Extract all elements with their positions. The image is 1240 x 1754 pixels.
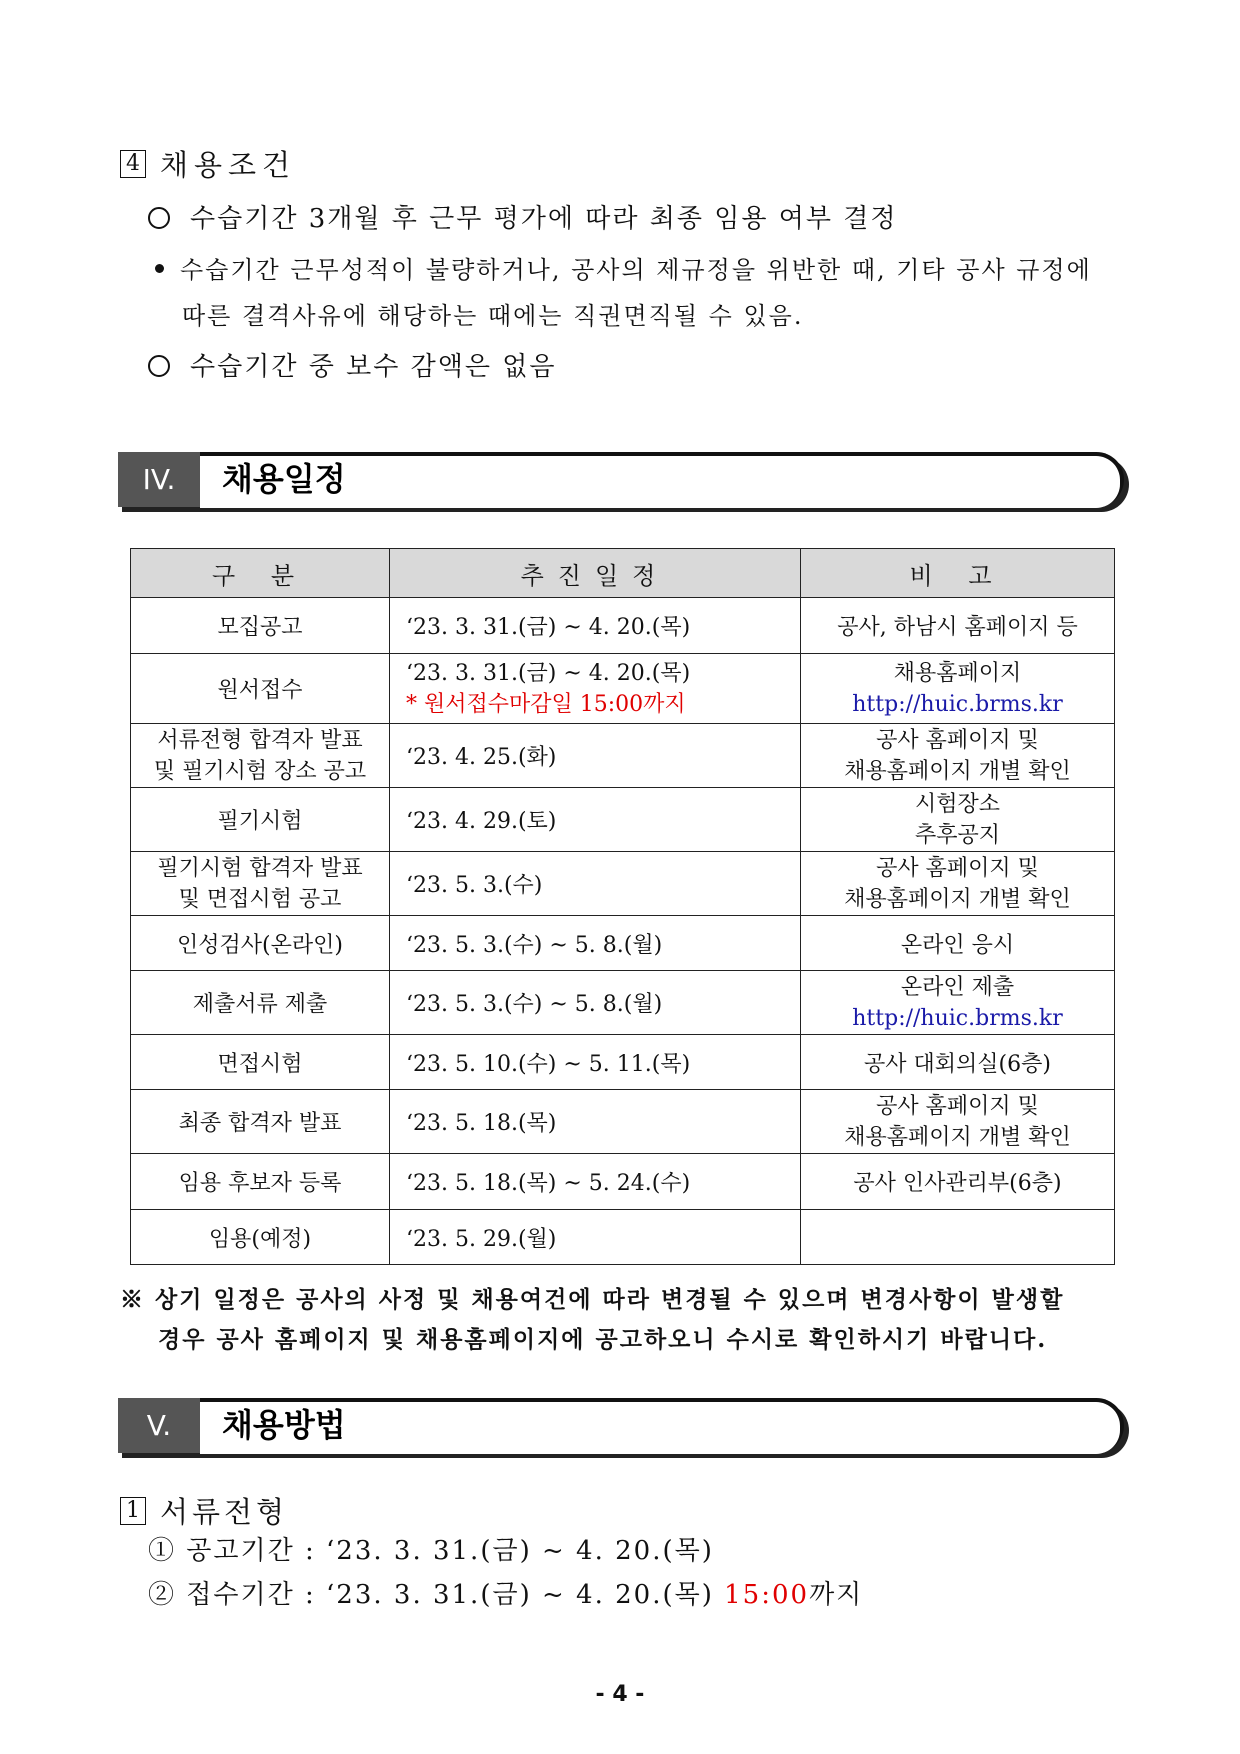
table-row <box>131 654 1115 724</box>
table-row <box>131 1154 1115 1210</box>
row-category: 원서접수 <box>131 654 390 724</box>
row-remark: 공사 대회의실(6층) <box>801 1035 1115 1090</box>
table-row <box>131 598 1115 654</box>
banner-roman-numeral: IV. <box>118 452 200 507</box>
row-category: 필기시험 합격자 발표 및 면접시험 공고 <box>131 852 390 916</box>
circle-bullet-icon <box>148 355 170 377</box>
row-remark: 공사 인사관리부(6층) <box>801 1154 1115 1210</box>
row-category: 임용 후보자 등록 <box>131 1154 390 1210</box>
section-banner-method <box>118 1398 1129 1458</box>
row-category: 서류전형 합격자 발표 및 필기시험 장소 공고 <box>131 724 390 788</box>
row-category: 인성검사(온라인) <box>131 916 390 971</box>
page-number: - 4 - <box>595 1682 645 1707</box>
header-category: 구 분 <box>131 549 390 598</box>
announcement-period: ① 공고기간 : ‘23. 3. 31.(금) ~ 4. 20.(목) <box>148 1536 714 1566</box>
row-date: ‘23. 5. 3.(수) ~ 5. 8.(월) <box>390 916 801 971</box>
section-title-text: 채용조건 <box>160 148 297 182</box>
row-date: ‘23. 5. 3.(수) <box>390 852 801 916</box>
table-row <box>131 724 1115 788</box>
circle-bullet-icon <box>148 207 170 229</box>
condition-item-2: 수습기간 중 보수 감액은 없음 <box>148 346 556 383</box>
deadline-note: * 원서접수마감일 15:00까지 <box>406 691 686 717</box>
row-date: ‘23. 4. 29.(토) <box>390 788 801 852</box>
row-date: ‘23. 5. 18.(목) <box>390 1090 801 1154</box>
row-remark: 공사 홈페이지 및 채용홈페이지 개별 확인 <box>801 724 1115 788</box>
schedule-table <box>130 548 1115 1265</box>
condition-item-1: 수습기간 3개월 후 근무 평가에 따라 최종 임용 여부 결정 <box>148 198 897 235</box>
table-row <box>131 916 1115 971</box>
section-title-text: 서류전형 <box>160 1495 289 1529</box>
row-category: 최종 합격자 발표 <box>131 1090 390 1154</box>
section-title-conditions <box>120 143 296 184</box>
row-remark: 시험장소 추후공지 <box>801 788 1115 852</box>
row-remark <box>801 1210 1115 1265</box>
banner-title: 채용일정 <box>222 460 346 498</box>
banner-roman-numeral: V. <box>118 1398 200 1453</box>
dot-bullet-icon <box>155 264 164 273</box>
table-header-row <box>131 549 1115 598</box>
row-date: ‘23. 5. 10.(수) ~ 5. 11.(목) <box>390 1035 801 1090</box>
section-title-document-screening <box>120 1490 288 1531</box>
table-row <box>131 1090 1115 1154</box>
row-remark: 공사 홈페이지 및 채용홈페이지 개별 확인 <box>801 852 1115 916</box>
row-date: ‘23. 5. 3.(수) ~ 5. 8.(월) <box>390 971 801 1035</box>
deadline-time: 15:00 <box>724 1580 810 1610</box>
table-row <box>131 971 1115 1035</box>
table-row <box>131 1210 1115 1265</box>
banner-title: 채용방법 <box>222 1406 346 1444</box>
condition-bullet-continued: 따른 결격사유에 해당하는 때에는 직권면직될 수 있음. <box>182 302 804 330</box>
section-number-box: 1 <box>120 1497 146 1525</box>
row-category: 필기시험 <box>131 788 390 852</box>
header-schedule: 추진일정 <box>390 549 801 598</box>
row-category: 임용(예정) <box>131 1210 390 1265</box>
row-category: 면접시험 <box>131 1035 390 1090</box>
recruit-site-link[interactable]: http://huic.brms.kr <box>852 691 1063 717</box>
row-date: ‘23. 5. 18.(목) ~ 5. 24.(수) <box>390 1154 801 1210</box>
application-period: ② 접수기간 : ‘23. 3. 31.(금) ~ 4. 20.(목) 15:00까지 <box>148 1580 864 1610</box>
row-remark: 채용홈페이지 http://huic.brms.kr <box>801 654 1115 724</box>
header-remarks: 비 고 <box>801 549 1115 598</box>
row-category: 모집공고 <box>131 598 390 654</box>
section-number-box: 4 <box>120 150 146 178</box>
row-date: ‘23. 3. 31.(금) ~ 4. 20.(목) <box>390 598 801 654</box>
table-row <box>131 1035 1115 1090</box>
table-row <box>131 788 1115 852</box>
section-banner-schedule <box>118 452 1129 512</box>
row-date: ‘23. 3. 31.(금) ~ 4. 20.(목) * 원서접수마감일 15:00까지 <box>390 654 801 724</box>
schedule-change-note: ※ 상기 일정은 공사의 사정 및 채용여건에 따라 변경될 수 있으며 변경사항이 발생할 경우 공사 홈페이지 및 채용홈페이지에 공고하오니 수시로 확인하시기 바랍니다. <box>120 1286 1065 1353</box>
row-remark: 온라인 응시 <box>801 916 1115 971</box>
condition-bullet: 수습기간 근무성적이 불량하거나, 공사의 제규정을 위반한 때, 기타 공사 규정에 <box>155 250 1092 285</box>
row-date: ‘23. 5. 29.(월) <box>390 1210 801 1265</box>
row-remark: 온라인 제출 http://huic.brms.kr <box>801 971 1115 1035</box>
row-remark: 공사, 하남시 홈페이지 등 <box>801 598 1115 654</box>
row-category: 제출서류 제출 <box>131 971 390 1035</box>
recruit-site-link[interactable]: http://huic.brms.kr <box>852 1005 1063 1031</box>
row-date: ‘23. 4. 25.(화) <box>390 724 801 788</box>
row-remark: 공사 홈페이지 및 채용홈페이지 개별 확인 <box>801 1090 1115 1154</box>
table-row <box>131 852 1115 916</box>
